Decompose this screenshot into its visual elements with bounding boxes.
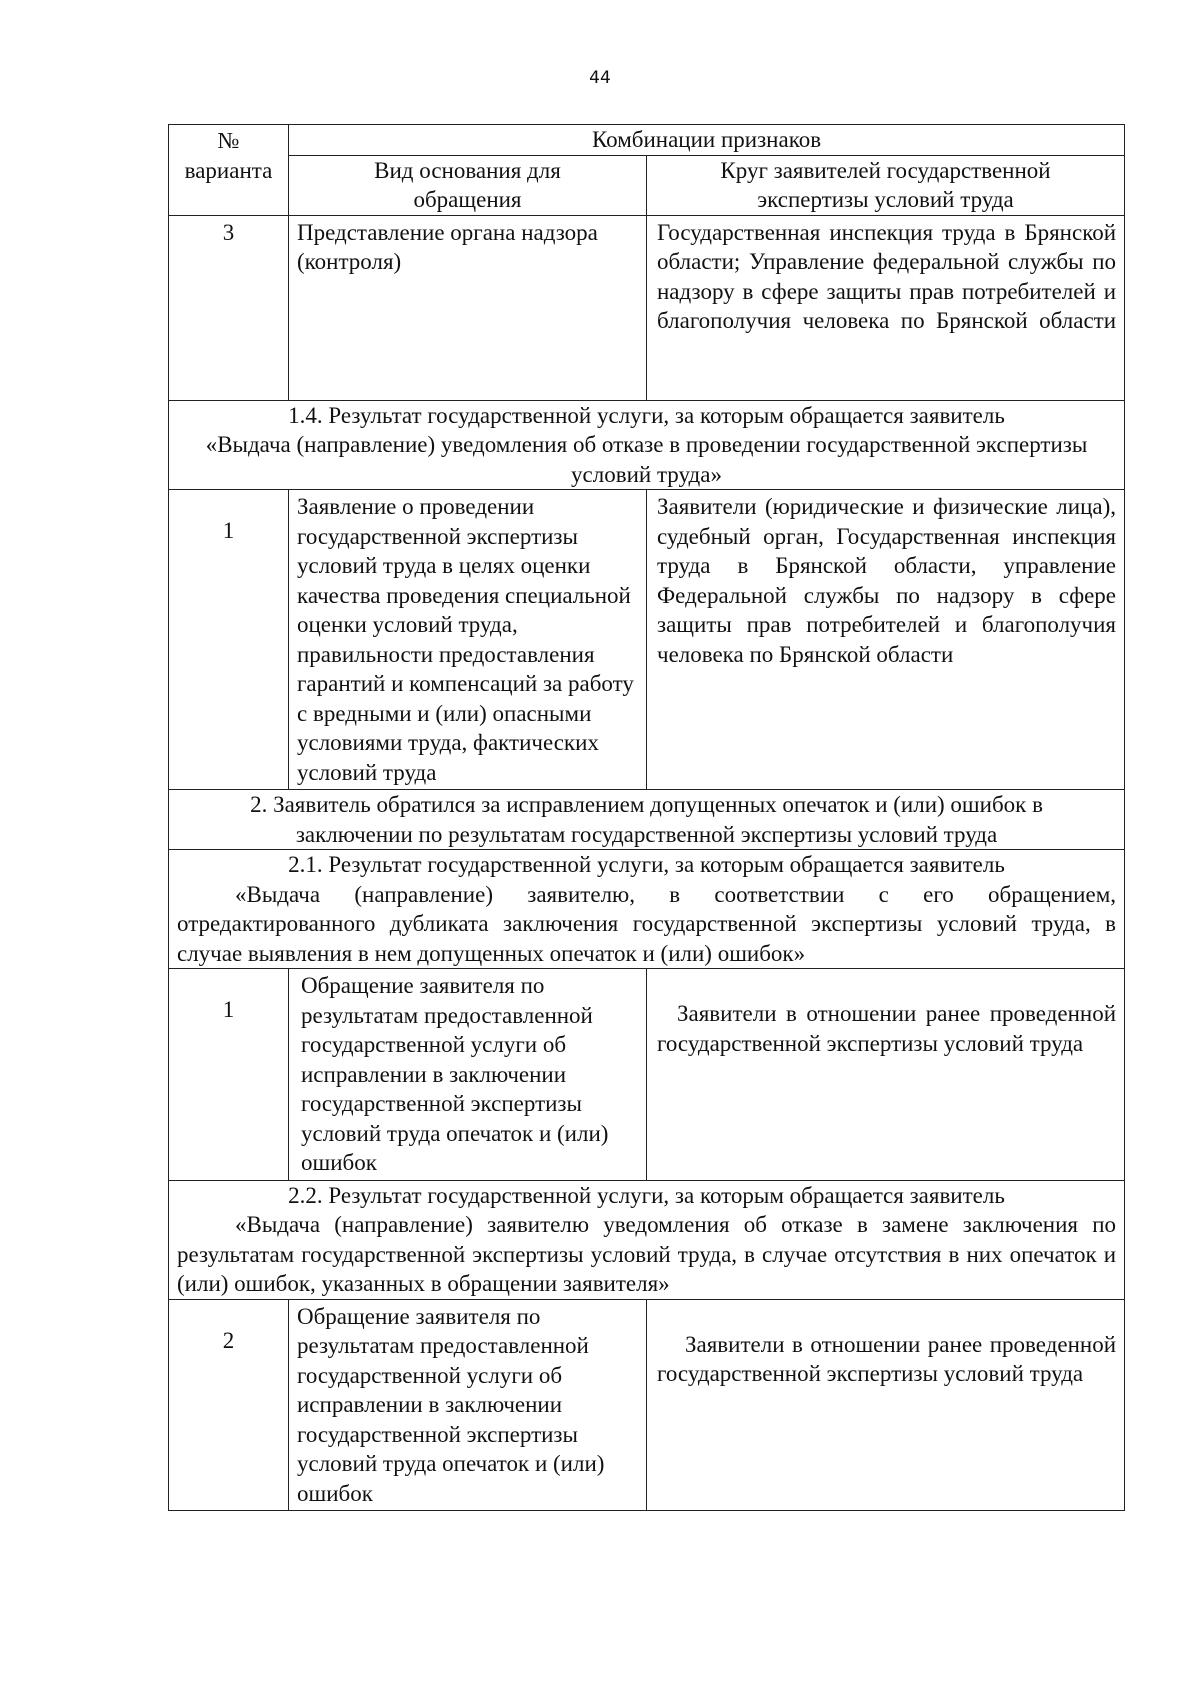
applicants-cell: Государственная инспекция труда в Брянской области; Управление федеральной службы по надзору в сфере защиты прав потребителей и благополучия человека по Брянской области [647,215,1125,400]
section-heading-row [169,1180,1125,1299]
basis-cell: Обращение заявителя по результатам предоставленной государственной услуги об исправлении в заключении государственной экспертизы условий труда опечаток и (или) ошибок [289,969,647,1181]
variants-table [168,124,1125,1511]
header-basis-column: Вид основания для обращения [289,155,647,215]
table-subheader-row [169,155,1125,215]
section-1-4-heading [169,400,1125,490]
header-variant-number [169,125,289,216]
section-2-1-heading [169,850,1125,969]
variant-number: 3 [169,215,289,400]
table-row [169,969,1125,1181]
section-2-heading: 2. Заявитель обратился за исправлением допущенных опечаток и (или) ошибок в заключении по результатам государственной экспертизы условий труда [169,790,1125,850]
applicants-cell [647,1299,1125,1511]
basis-cell: Заявление о проведении государственной экспертизы условий труда в целях оценки качества проведения специальной оценки условий труда, правильности предоставления гарантий и компенсаций за работу с вредными и (или) опасными условиями труда, фактических условий труда [289,490,647,790]
section-2-2-result: «Выдача (направление) заявителю уведомления об отказе в замене заключения по результатам государственной экспертизы условий труда, в случае отсутствия в них опечаток и (или) ошибок, указанных в обращении заявителя» [177,1212,1117,1296]
variant-number: 1 [169,490,289,790]
header-number-sign: № [217,128,240,153]
header-combinations: Комбинации признаков [289,125,1125,156]
table-row [169,215,1125,400]
table-header-row [169,125,1125,156]
section-2-2-title: 2.2. Результат государственной услуги, за которым обращается заявитель [288,1182,1005,1208]
section-2-2-heading [169,1180,1125,1299]
section-2-1-title: 2.1. Результат государственной услуги, за которым обращается заявитель [288,852,1005,877]
section-heading-row [169,850,1125,969]
section-1-4-result: «Выдача (направление) уведомления об отказе в проведении государственной экспертизы условий труда» [205,432,1088,487]
section-1-4-title: 1.4. Результат государственной услуги, за которым обращается заявитель [288,402,1005,428]
basis-cell: Представление органа надзора (контроля) [289,215,647,400]
applicants-cell: Заявители (юридические и физические лица), судебный орган, Государственная инспекция труда в Брянской области, управление Федеральной службы по надзору в сфере защиты прав потребителей и благополучия человека по Брянской области [647,490,1125,790]
variant-number: 2 [169,1299,289,1511]
section-heading-row [169,400,1125,490]
applicants-text: Заявители в отношении ранее проведенной государственной экспертизы условий труда [657,1001,1117,1056]
page-number: 44 [589,68,611,88]
applicants-cell [647,969,1125,1181]
variant-number: 1 [169,969,289,1181]
header-variant-label: варианта [184,157,273,183]
header-applicants-column: Круг заявителей государственной экспертизы условий труда [647,155,1125,215]
applicants-text: Заявители в отношении ранее проведенной государственной экспертизы условий труда [657,1331,1117,1386]
basis-cell: Обращение заявителя по результатам предоставленной государственной услуги об исправлении в заключении государственной экспертизы условий труда опечаток и (или) ошибок [289,1299,647,1511]
section-2-1-result: «Выдача (направление) заявителю, в соответствии с его обращением, отредактированного дубликата заключения государственной экспертизы условий труда, в случае выявления в нем допущенных опечаток и (или) ошибок» [177,881,1117,966]
table-row [169,1299,1125,1511]
table-row [169,490,1125,790]
section-heading-row [169,790,1125,850]
